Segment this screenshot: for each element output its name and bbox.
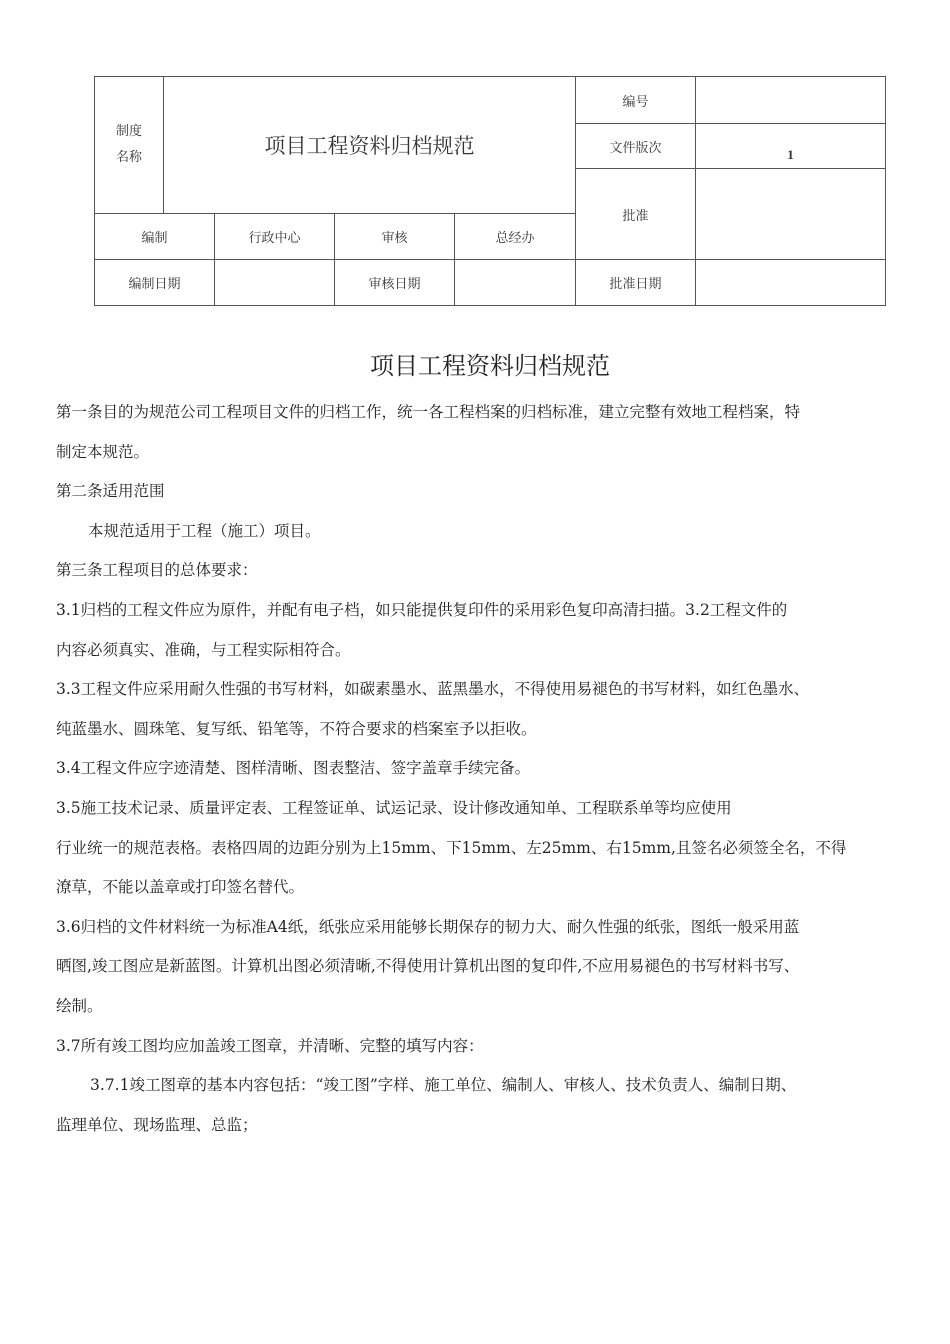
body-line: 3.3工程文件应采用耐久性强的书写材料，如碳素墨水、蓝黑墨水，不得使用易褪色的书写材料，如红色墨水、	[56, 680, 810, 699]
approve-date-label: 批准日期	[576, 260, 696, 306]
system-name-value: 项目工程资料归档规范	[164, 77, 576, 214]
document-body	[56, 393, 936, 1145]
system-name-label-line1: 制度	[115, 124, 142, 139]
review-label: 审核	[335, 214, 455, 260]
approve-label: 批准	[576, 169, 696, 260]
version-value: 1	[696, 124, 886, 169]
number-value	[696, 77, 886, 124]
body-line: 纯蓝墨水、圆珠笔、复写纸、铅笔等，不符合要求的档案室予以拒收。	[56, 719, 537, 738]
body-line: 内容必须真实、准确，与工程实际相符合。	[56, 640, 351, 659]
system-name-label-line2: 名称	[115, 150, 142, 165]
body-line: 3.5施工技术记录、质量评定表、工程签证单、试运记录、设计修改通知单、工程联系单等均应使用	[56, 798, 732, 817]
compile-date-label: 编制日期	[95, 260, 215, 306]
body-line: 潦草，不能以盖章或打印签名替代。	[56, 878, 305, 897]
body-line: 第二条适用范围	[56, 482, 165, 501]
body-line: 绘制。	[56, 996, 103, 1015]
system-name-label-cell	[95, 77, 164, 214]
body-line: 行业统一的规范表格。表格四周的边距分别为上15mm、下15mm、左25mm、右15mm,且签名必须签全名，不得	[56, 838, 847, 857]
body-line: 3.1归档的工程文件应为原件，并配有电子档，如只能提供复印件的采用彩色复印高清扫描。3.2工程文件的	[56, 600, 788, 619]
compile-label: 编制	[95, 214, 215, 260]
body-line: 3.4工程文件应字迹清楚、图样清晰、图表整洁、签字盖章手续完备。	[56, 759, 531, 778]
body-line: 制定本规范。	[56, 442, 150, 461]
document-title: 项目工程资料归档规范	[370, 352, 610, 380]
compile-value: 行政中心	[215, 214, 335, 260]
review-date-label: 审核日期	[335, 260, 455, 306]
version-label: 文件版次	[576, 124, 696, 169]
body-line: 第三条工程项目的总体要求：	[56, 561, 258, 580]
body-line: 本规范适用于工程（施工）项目。	[88, 521, 321, 540]
review-date-value	[455, 260, 576, 306]
body-line: 晒图,竣工图应是新蓝图。计算机出图必须清晰,不得使用计算机出图的复印件,不应用易褪色的书写材料书写、	[56, 957, 800, 976]
review-value: 总经办	[455, 214, 576, 260]
body-line: 监理单位、现场监理、总监；	[56, 1115, 258, 1134]
body-line: 3.7所有竣工图均应加盖竣工图章，并清晰、完整的填写内容：	[56, 1036, 484, 1055]
compile-date-value	[215, 260, 335, 306]
document-header-table	[94, 76, 886, 306]
body-line: 第一条目的为规范公司工程项目文件的归档工作，统一各工程档案的归档标准，建立完整有效地工程档案，特	[56, 403, 801, 421]
approve-value	[696, 169, 886, 260]
number-label: 编号	[576, 77, 696, 124]
body-line: 3.6归档的文件材料统一为标准A4纸，纸张应采用能够长期保存的韧力大、耐久性强的纸张，图纸一般采用蓝	[56, 917, 800, 936]
approve-date-value	[696, 260, 886, 306]
body-line: 3.7.1竣工图章的基本内容包括：“竣工图”字样、施工单位、编制人、审核人、技术负责人、编制日期、	[90, 1076, 797, 1095]
